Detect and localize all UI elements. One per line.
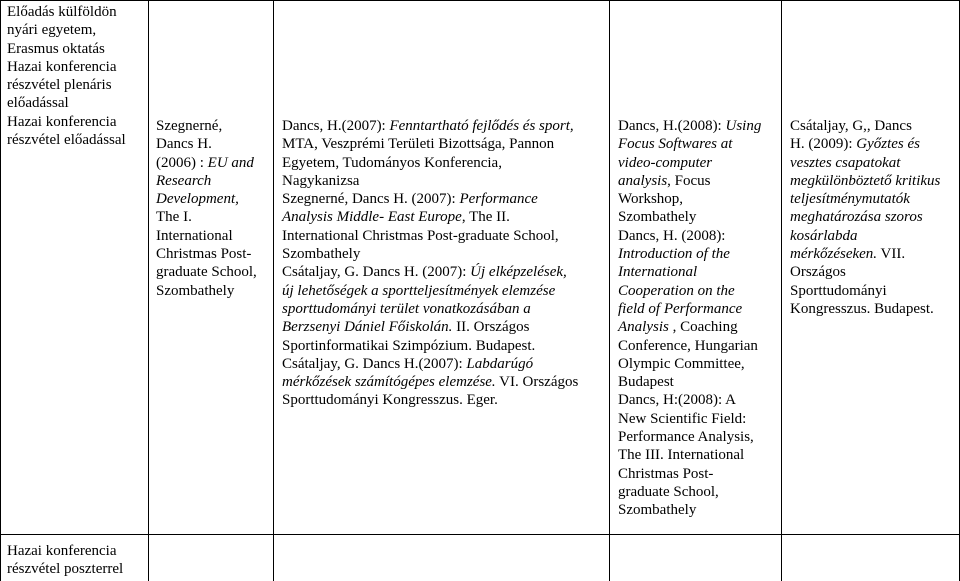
text-span: II. Országos [452, 319, 530, 336]
text-span: Szegnerné, Dancs H. (2007): [282, 191, 460, 208]
text-span: Sportinformatikai Szimpózium. [282, 337, 476, 354]
text-line: Nagykanizsa [282, 172, 360, 189]
text-line: New Scientific Field: [618, 410, 747, 427]
text-line: Dancs, H. (2008): [618, 227, 726, 244]
text-span: Dancs, H.(2007): [282, 118, 390, 134]
table-top-border [0, 0, 960, 1]
text-line: Szombathely [618, 502, 697, 519]
title-span: Analysis [618, 319, 669, 336]
title-line: teljesítménymutatók [790, 191, 910, 208]
title-span: Analysis Middle- East Europe [282, 209, 462, 226]
row-label-line: Hazai konferencia [7, 543, 117, 559]
text-line: Workshop, [618, 191, 684, 208]
text-line: graduate School, [156, 264, 257, 281]
text-span: Sporttudományi Kongresszus. [282, 392, 467, 409]
title-line: Focus Softwares at [618, 136, 733, 153]
text-line [282, 355, 608, 373]
text-line: Szegnerné, [156, 118, 223, 134]
column-divider [781, 0, 782, 581]
title-line: Introduction of the [618, 246, 730, 263]
text-line [282, 337, 608, 355]
row-label-line: Előadás külföldön [7, 4, 117, 20]
text-line: graduate School, [618, 483, 719, 500]
title-line: új lehetőségek a sportteljesítmények elemzése [282, 282, 556, 299]
row-label-line: részvétel plenáris [7, 77, 112, 94]
text-span: VI. Országos [495, 374, 579, 391]
text-line: International Christmas Post-graduate School, [282, 227, 559, 244]
text-line [790, 300, 958, 318]
text-span: , Focus [667, 172, 711, 189]
text-line: Országos [790, 264, 846, 281]
text-line [282, 117, 608, 135]
row-label-second [7, 542, 147, 579]
text-line: The III. International [618, 447, 745, 464]
title-line: megkülönböztető kritikus [790, 172, 941, 189]
text-span: Csátaljay, G. Dancs H.(2007): [282, 355, 467, 372]
title-span: Performance [459, 191, 538, 208]
text-line: Csátaljay, G,, Dancs [790, 118, 912, 134]
publication-cell-col2 [282, 117, 608, 410]
title-span: Új elképzelések, [470, 264, 567, 281]
title-line: vesztes csapatokat [790, 154, 901, 171]
text-line [282, 373, 608, 391]
row-divider [0, 534, 960, 535]
title-line: Cooperation on the [618, 282, 735, 299]
title-line: sporttudományi terület vonatkozásában a [282, 300, 531, 317]
text-span: (2006) : [156, 154, 208, 171]
text-line: Szombathely [282, 246, 361, 263]
text-line: Christmas Post- [618, 465, 714, 482]
title-span: mérkőzéseken. [790, 246, 878, 263]
row-label-line: részvétel előadással [7, 132, 126, 149]
title-span: Győztes és [856, 136, 920, 153]
column-divider [609, 0, 610, 581]
text-line [790, 135, 958, 153]
row-label-line: előadással [7, 95, 69, 112]
title-span: Using [725, 118, 762, 134]
text-span: Budapest. [475, 337, 536, 354]
text-span: Kongresszus. [790, 300, 875, 317]
text-line: Budapest [618, 374, 674, 391]
title-line: field of Performance [618, 300, 743, 317]
publication-cell-col3 [618, 117, 780, 520]
title-span: Labdarúgó [466, 355, 534, 372]
text-line: Egyetem, Tudományos Konferencia, [282, 154, 502, 171]
text-line [282, 208, 608, 226]
row-label-first [7, 3, 147, 149]
text-line: The I. [156, 209, 192, 226]
text-span: , The II. [461, 209, 510, 226]
text-line [618, 117, 780, 135]
text-line: Performance Analysis, [618, 429, 754, 446]
column-divider [273, 0, 274, 581]
text-span: Dancs, H.(2008): [618, 118, 726, 134]
text-span: Budapest. [874, 300, 934, 317]
text-line: Christmas Post- [156, 246, 252, 263]
title-span: mérkőzések számítógépes elemzése. [282, 374, 496, 391]
row-label-line: Hazai konferencia [7, 113, 117, 130]
text-line [618, 172, 780, 190]
text-span: H. (2009): [790, 136, 857, 153]
text-span: Csátaljay, G. Dancs H. (2007): [282, 264, 471, 281]
title-span: Berzsenyi Dániel Főiskolán. [282, 319, 453, 336]
text-line: Olympic Committee, [618, 355, 745, 372]
text-line [618, 318, 780, 336]
title-line: video-computer [618, 154, 713, 171]
text-line [282, 318, 608, 336]
title-line: International [618, 264, 698, 281]
text-line [790, 245, 958, 263]
text-line: MTA, Veszprémi Területi Bizottsága, Pannon [282, 136, 555, 153]
title-span: Fenntartható fejlődés és sport, [389, 118, 574, 134]
text-line [282, 190, 608, 208]
title-line: Research [156, 172, 212, 189]
text-line: Szombathely [156, 282, 235, 299]
text-span: Eger. [466, 392, 498, 409]
title-span: analysis [618, 172, 668, 189]
text-line: International [156, 227, 233, 244]
text-line: Dancs, H:(2008): A [618, 392, 736, 409]
text-line [282, 263, 608, 281]
text-line [156, 154, 272, 172]
row-label-line: Hazai konferencia [7, 58, 117, 75]
title-span: EU and [207, 154, 254, 171]
text-span: VII. [877, 246, 906, 263]
publication-cell-col1 [156, 117, 272, 300]
text-line: Conference, Hungarian [618, 337, 758, 354]
text-line: Dancs H. [156, 136, 212, 153]
row-label-line: részvétel poszterrel [7, 561, 124, 578]
title-line: Development, [156, 191, 239, 208]
text-line: Sporttudományi [790, 282, 887, 299]
table-left-border [0, 0, 1, 581]
title-line: meghatározása szoros [790, 209, 923, 226]
text-span: , Coaching [668, 319, 738, 336]
text-line: Szombathely [618, 209, 697, 226]
row-label-line: nyári egyetem, [7, 22, 97, 39]
text-line [282, 391, 608, 409]
publication-cell-col4 [790, 117, 958, 318]
title-line: kosárlabda [790, 227, 858, 244]
column-divider [148, 0, 149, 581]
row-label-line: Erasmus oktatás [7, 40, 105, 57]
